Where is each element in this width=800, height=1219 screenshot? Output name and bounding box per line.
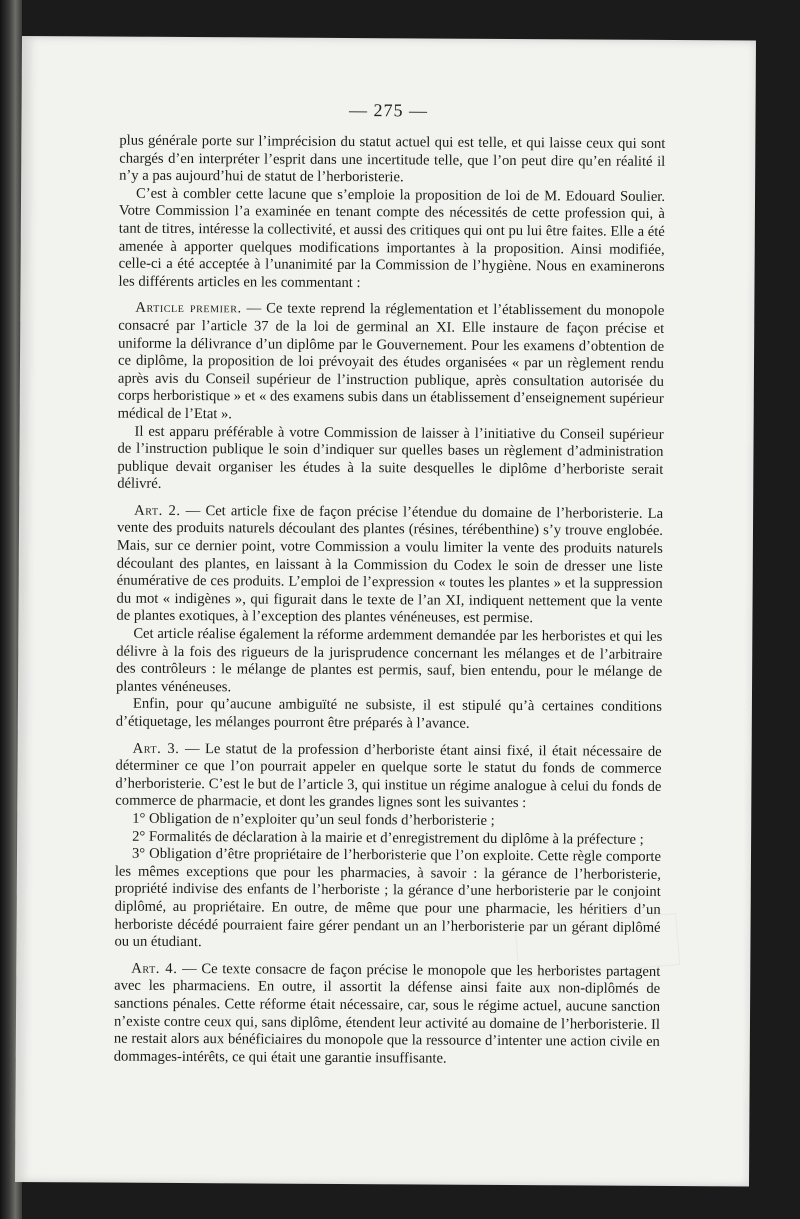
paragraph bbox=[118, 300, 665, 426]
article-heading: Art. 2. bbox=[134, 502, 181, 519]
paragraph bbox=[117, 423, 663, 497]
article-heading: Article premier. bbox=[135, 300, 242, 317]
paragraph-text: — Ce texte consacre de façon précise le monopole que les herboristes partagent avec les pharmaciens. En outre, il assortit la défense ainsi faite aux non-diplômés de sanctions pénales. Cette réforme était nécessaire, car, sous le régime actuel, aucune sanction n’existe contre ceux qui, sans diplôme, étendent leur activité au domaine de l’herboristerie. Il ne restait alors aux bénéficiaires du monopole que la ressource d’intenter une action civile en dommages-intérêts, ce qui était une garantie insuffisante. bbox=[113, 960, 661, 1067]
paragraph-text: — Ce texte reprend la réglementation et l’établissement du monopole consacré par l’article 37 de la loi de germinal an XI. Elle instaure de façon précise et uniforme la délivrance d’un diplôme par le Gouvernement. Pour les examens d’obtention de ce diplôme, la proposition de loi prévoyait des études organisées « par un règlement rendu après avis du Conseil supérieur de l’instruction publique, après consultation autorisée du corps herboristique » et « des examens subis dans un établissement d’enseignement supérieur médical de l’Etat ». bbox=[117, 300, 665, 423]
paragraph bbox=[115, 740, 661, 814]
paragraph-text: Enfin, pour qu’aucune ambiguïté ne subsiste, il est stipulé qu’à certaines conditions d’étiquetage, les mélanges pourront être préparés à l’avance. bbox=[115, 696, 662, 732]
paragraph bbox=[116, 502, 663, 628]
paragraph bbox=[118, 185, 665, 294]
paragraph-text: — Cet article fixe de façon précise l’étendue du domaine de l’herboristerie. La vente des produits naturels découlant des plantes (résines, térébenthine) s’y trouve englobée. Mais, sur ce dernier point, votre Commission a voulu limiter la vente des produits naturels découlant des plantes, en laissant à la Commission du Codex le soin de dresser une liste énumérative de ces produits. L’emploi de l’expression « toutes les plantes » et la suppression du mot « indigènes », qui figurait dans le texte de l’an XI, indiquent nettement que la vente de plantes exotiques, à l’exception des plantes vénéneuses, est permise. bbox=[116, 502, 664, 627]
paragraph bbox=[119, 133, 665, 189]
article-heading: Art. 3. bbox=[132, 740, 180, 757]
document-page bbox=[15, 36, 756, 1186]
paragraph-text: C’est à combler cette lacune que s’emploie la proposition de loi de M. Edouard Soulier. Votre Commission l’a examinée en tenant compte des nécessités de cette profession qui, à tant de titres, intéresse la collectivité, et aussi des critiques qui ont pu lui être faites. Elle a été amenée à apporter quelques modifications importantes à la proposition. Ainsi modifiée, celle-ci a été acceptée à l’unanimité par la Commission de l’hygiène. Nous en examinerons les différents articles en les commentant : bbox=[118, 185, 666, 291]
paragraph bbox=[116, 626, 662, 700]
list-item-text: 2° Formalités de déclaration à la mairie et d’enregistrement du diplôme à la préfecture ; bbox=[132, 828, 644, 848]
list-item bbox=[114, 846, 661, 955]
page-number: — 275 — bbox=[348, 99, 429, 121]
paragraph bbox=[116, 696, 662, 735]
paragraph-text: plus générale porte sur l’imprécision du statut actuel qui est telle, et qui laisse ceux qui sont chargés d’en interpréter l’esprit dans une incertitude telle, que l’on peut dire qu’en réalité il n’y a pas aujourd’hui de statut de l’herboristerie. bbox=[119, 132, 666, 186]
paragraph-text: Cet article réalise également la réforme ardemment demandée par les herboristes et qui les délivre à la fois des rigueurs de la jurisprudence concernant les mélanges et de l’arbitraire des contrôleurs : le mélange de plantes est permis, sauf, bien entendu, pour le mélange de plantes vénéneuses. bbox=[115, 625, 663, 696]
paragraph bbox=[114, 960, 661, 1069]
list-item-text: 3° Obligation d’être propriétaire de l’herboristerie que l’on exploite. Cette règle comporte les mêmes exceptions que pour les pharmacies, à savoir : la gérance de l’herboristerie, propriété indivise des enfants de l’herboriste ; la gérance d’une herboristerie par le conjoint diplômé, au propriétaire. En outre, de même que pour une pharmacie, les héritiers d’un herboriste décédé pourraient faire gérer pendant un an l’herboristerie par un gérant diplômé ou un étudiant. bbox=[114, 845, 662, 951]
body-text bbox=[114, 133, 666, 1070]
article-heading: Art. 4. bbox=[131, 960, 178, 977]
list-item-text: 1° Obligation de n’exploiter qu’un seul fonds d’herboristerie ; bbox=[132, 810, 495, 829]
paragraph-text: — Le statut de la profession d’herboriste étant ainsi fixé, il était nécessaire de déterminer ce que l’on pourrait appeler en quelque sorte le statut du fonds de commerce d’herboristerie. C’est le but de l’article 3, qui institue un régime analogue à celui du fonds de commerce de pharmacie, et dont les grandes lignes sont les suivantes : bbox=[115, 740, 662, 812]
paragraph-text: Il est apparu préférable à votre Commission de laisser à l’initiative du Conseil supérieur de l’instruction publique le soin d’indiquer sur quelles bases un règlement d’administration publique devait organiser les études à la suite desquelles le diplôme d’herboriste serait délivré. bbox=[117, 423, 664, 493]
